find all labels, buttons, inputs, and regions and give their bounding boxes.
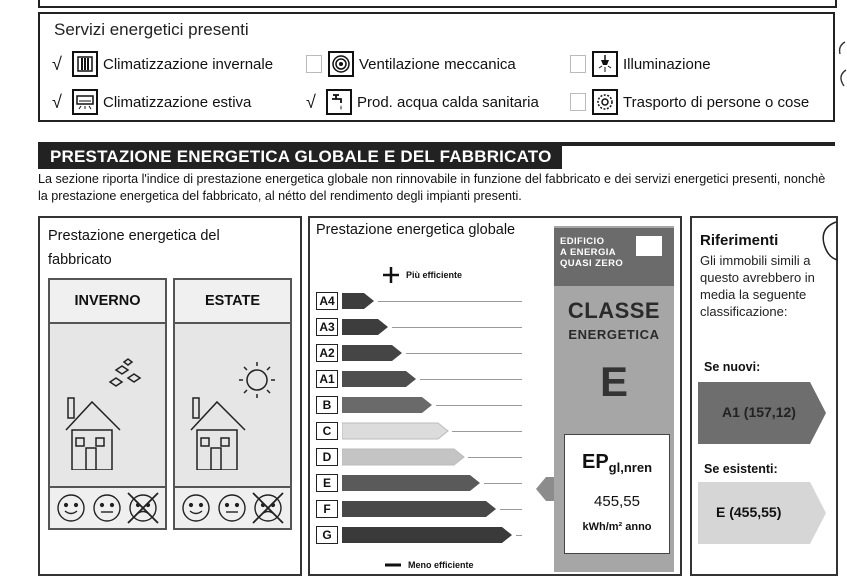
energy-class-guide-line	[484, 483, 522, 484]
energy-class-guide-line	[392, 327, 522, 328]
service-lighting	[570, 52, 711, 76]
existing-buildings-value: E (455,55)	[716, 504, 782, 520]
summer-box	[173, 278, 292, 530]
energy-class-row	[316, 526, 546, 546]
transport-checkbox[interactable]	[570, 93, 586, 111]
energy-class-row	[316, 474, 546, 494]
energy-class-arrow	[342, 343, 404, 363]
service-hot-water	[306, 90, 539, 114]
winter-heating-label: Climatizzazione invernale	[103, 55, 274, 73]
energy-class-row	[316, 500, 546, 520]
energy-class-arrow	[342, 369, 418, 389]
service-mechanical-ventilation	[306, 52, 516, 76]
energy-class-arrow	[342, 447, 466, 467]
summer-cooling-check[interactable]: √	[52, 92, 62, 112]
nzeb-banner	[554, 228, 674, 286]
service-winter-heating	[52, 52, 273, 76]
energy-class-label: F	[316, 500, 338, 518]
ep-label: $EP_{gl,nren}$	[581, 451, 653, 475]
energy-class-arrow	[342, 473, 482, 493]
services-panel	[38, 12, 835, 122]
elevator-icon	[592, 89, 618, 115]
less-efficient-indicator	[384, 560, 474, 570]
services-title: Servizi energetici presenti	[54, 20, 249, 39]
energy-class-label: G	[316, 526, 338, 544]
energy-class-row	[316, 318, 546, 338]
energy-class-arrow	[342, 525, 514, 545]
winter-heating-check[interactable]: √	[52, 54, 62, 74]
faucet-icon	[326, 89, 352, 115]
winter-label: INVERNO	[50, 280, 165, 324]
existing-buildings-label: Se esistenti:	[704, 462, 778, 476]
more-efficient-label: Più efficiente	[406, 270, 463, 280]
ep-unit: kWh/m² anno	[582, 521, 652, 533]
energy-class-row	[316, 370, 546, 390]
energy-class-arrow	[342, 395, 434, 415]
ep-index-box	[564, 434, 670, 554]
air-conditioner-icon	[72, 89, 98, 115]
fan-icon	[328, 51, 354, 77]
house-winter-icon	[58, 350, 158, 470]
energy-class-guide-line	[516, 535, 522, 536]
nzeb-checkbox[interactable]	[636, 236, 662, 256]
energy-class-label: A4	[316, 292, 338, 310]
energy-class-guide-line	[468, 457, 522, 458]
service-summer-cooling	[52, 90, 251, 114]
energy-class-row	[316, 344, 546, 364]
classe-label: CLASSE	[567, 298, 661, 323]
transport-label: Trasporto di persone o cose	[623, 93, 810, 111]
energy-class-letter: E	[599, 358, 628, 405]
current-class-pointer	[536, 472, 554, 506]
lighting-label: Illuminazione	[623, 55, 711, 73]
global-performance-panel	[308, 216, 682, 576]
energy-class-arrow	[342, 317, 390, 337]
building-performance-panel	[38, 216, 302, 576]
energy-class-label: B	[316, 396, 338, 414]
energy-class-label: D	[316, 448, 338, 466]
energetica-label: ENERGETICA	[568, 327, 660, 342]
energy-class-row	[316, 396, 546, 416]
energy-class-arrow	[342, 499, 498, 519]
summer-rating-faces	[175, 486, 290, 528]
radiator-icon	[72, 51, 98, 77]
energy-class-label: C	[316, 422, 338, 440]
service-transport	[570, 90, 809, 114]
energy-class-arrow	[342, 291, 376, 311]
hot-water-label: Prod. acqua calda sanitaria	[357, 93, 539, 111]
building-panel-title: Prestazione energetica del fabbricato	[48, 228, 220, 268]
less-efficient-label: Meno efficiente	[408, 560, 474, 570]
energy-class-label: E	[316, 474, 338, 492]
nzeb-label: EDIFICIO A ENERGIA QUASI ZERO	[560, 236, 624, 269]
global-panel-title: Prestazione energetica globale	[316, 222, 516, 238]
new-buildings-value: A1 (157,12)	[722, 404, 796, 420]
winter-rating-faces	[50, 486, 165, 528]
energy-class-guide-line	[406, 353, 522, 354]
energy-class-row	[316, 292, 546, 312]
scan-edge-mark	[836, 40, 847, 100]
ep-value: 455,55	[594, 493, 640, 510]
energy-class-row	[316, 422, 546, 442]
references-panel	[690, 216, 838, 576]
ventilation-checkbox[interactable]	[306, 55, 322, 73]
energy-class-row	[316, 448, 546, 468]
ventilation-label: Ventilazione meccanica	[359, 55, 516, 73]
energy-class-arrow	[342, 421, 450, 441]
energy-class-guide-line	[452, 431, 522, 432]
lighting-checkbox[interactable]	[570, 55, 586, 73]
corner-scribble	[818, 220, 838, 264]
section-description: La sezione riporta l'indice di prestazione energetica globale non rinnovabile in funzione del fabbricato e dei servizi energetici presenti, nonchè la prestazione energetica del fabbricato, al nétto del rendimento degli impianti presenti.	[38, 172, 826, 203]
references-description: Gli immobili simili a questo avrebbero in media la seguente classificazione:	[700, 253, 815, 319]
energy-class-guide-line	[378, 301, 522, 302]
lamp-icon	[592, 51, 618, 77]
energy-class-guide-line	[436, 405, 522, 406]
more-efficient-indicator	[382, 266, 462, 284]
house-summer-icon	[183, 350, 283, 470]
section-heading: PRESTAZIONE ENERGETICA GLOBALE E DEL FABBRICATO	[38, 144, 562, 169]
energy-class-label: A3	[316, 318, 338, 336]
hot-water-check[interactable]: √	[306, 92, 316, 112]
energy-class-label: A1	[316, 370, 338, 388]
energy-class-guide-line	[500, 509, 522, 510]
new-buildings-label: Se nuovi:	[704, 360, 761, 374]
energy-class-guide-line	[420, 379, 522, 380]
summer-cooling-label: Climatizzazione estiva	[103, 93, 252, 111]
energy-class-label: A2	[316, 344, 338, 362]
plus-icon	[382, 266, 400, 284]
winter-box	[48, 278, 167, 530]
previous-section-edge	[38, 0, 837, 8]
references-title: Riferimenti	[700, 232, 779, 249]
summer-label: ESTATE	[175, 280, 290, 324]
